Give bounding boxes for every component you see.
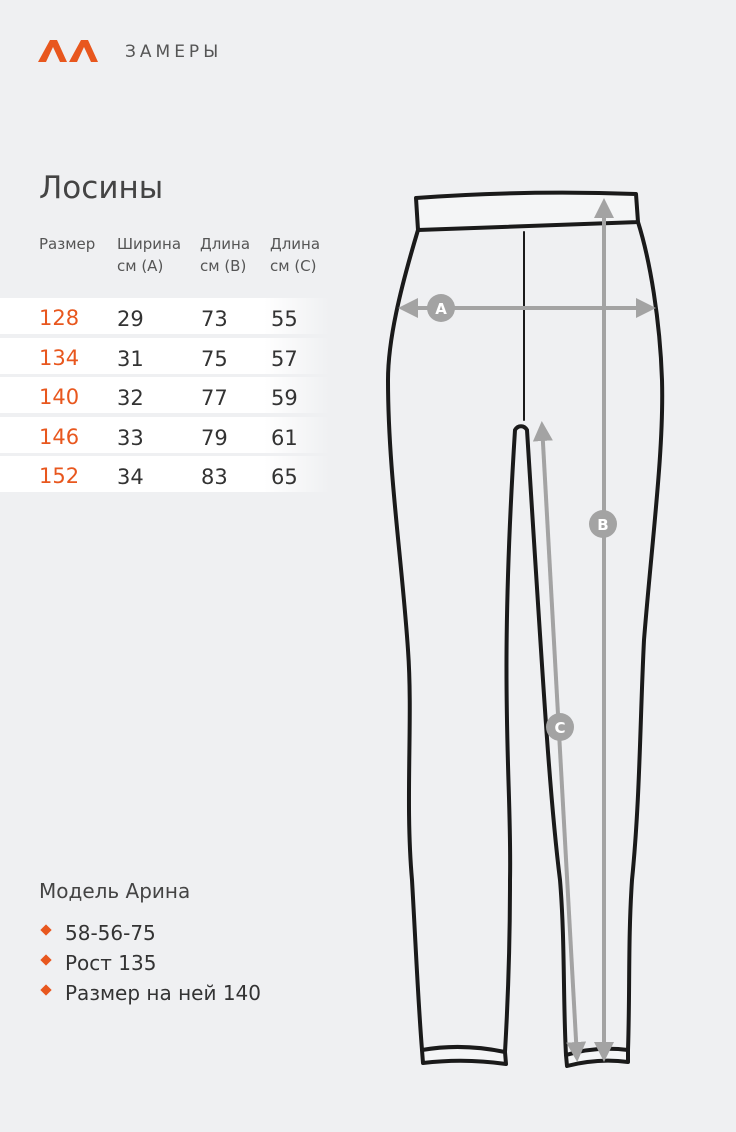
size-table-body xyxy=(0,298,330,496)
list-item xyxy=(39,948,261,978)
leggings-diagram xyxy=(380,180,680,1080)
label-a xyxy=(427,294,455,322)
model-params: 58-56-75 xyxy=(65,921,156,945)
header-length-b-unit: см (B) xyxy=(200,257,247,275)
leggings-outline xyxy=(388,193,662,1066)
cell-length-b: 75 xyxy=(201,346,228,371)
cell-size: 128 xyxy=(39,306,80,330)
cell-size: 140 xyxy=(39,385,80,409)
section-caption: ЗАМЕРЫ xyxy=(125,42,223,62)
label-a-text: A xyxy=(435,300,447,318)
cell-width: 29 xyxy=(117,307,144,331)
header-width-unit: см (A) xyxy=(117,257,164,275)
header-length-c-label: Длина xyxy=(270,235,321,253)
cell-length-b: 83 xyxy=(201,465,228,489)
product-title: Лосины xyxy=(39,170,164,206)
cell-length-c: 65 xyxy=(271,465,298,489)
cell-length-b: 73 xyxy=(201,307,228,331)
diamond-bullet-icon xyxy=(40,954,51,965)
cell-length-c: 59 xyxy=(271,386,298,410)
list-item xyxy=(39,918,261,948)
measurement-arrows xyxy=(402,202,652,1058)
diamond-bullet-icon xyxy=(40,984,51,995)
cell-size: 146 xyxy=(39,424,80,449)
cell-size: 152 xyxy=(39,464,80,488)
header-width xyxy=(117,233,181,277)
model-info-list xyxy=(39,918,261,1008)
label-b-text: B xyxy=(597,516,609,534)
diamond-bullet-icon xyxy=(40,924,51,935)
cell-width: 31 xyxy=(117,346,144,371)
header-length-c-unit: см (C) xyxy=(270,257,317,275)
header-size xyxy=(39,233,95,255)
list-item xyxy=(39,978,261,1008)
cell-width: 32 xyxy=(117,386,144,410)
cell-width: 34 xyxy=(117,465,144,489)
model-size-worn: Размер на ней 140 xyxy=(65,981,261,1005)
cell-size: 134 xyxy=(39,345,80,370)
cell-length-c: 61 xyxy=(271,425,298,450)
table-row xyxy=(0,298,330,334)
label-c xyxy=(546,713,574,741)
brand-logo-icon xyxy=(38,40,100,62)
cell-length-c: 55 xyxy=(271,307,298,331)
model-title: Модель Арина xyxy=(39,879,191,903)
table-row xyxy=(0,417,330,453)
header-length-c xyxy=(270,233,320,277)
table-row xyxy=(0,338,330,374)
table-row xyxy=(0,456,330,492)
cell-length-b: 79 xyxy=(201,425,228,450)
cell-length-b: 77 xyxy=(201,386,228,410)
table-row xyxy=(0,377,330,413)
header-size-label: Размер xyxy=(39,235,96,253)
model-height: Рост 135 xyxy=(65,951,157,975)
header-length-b-label: Длина xyxy=(200,235,251,253)
size-table-header xyxy=(0,233,340,283)
cell-width: 33 xyxy=(117,425,144,450)
label-b xyxy=(589,510,617,538)
header-width-label: Ширина xyxy=(117,235,182,253)
label-c-text: C xyxy=(554,719,566,737)
cell-length-c: 57 xyxy=(271,346,298,371)
header-length-b xyxy=(200,233,250,277)
